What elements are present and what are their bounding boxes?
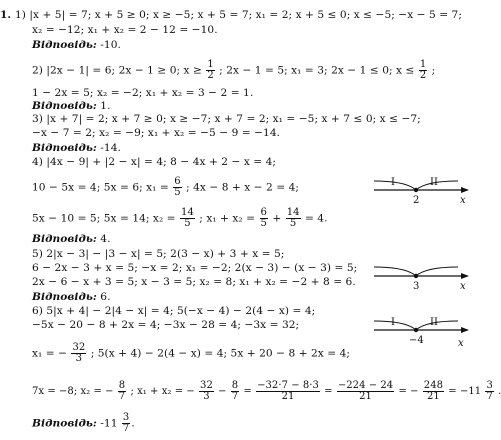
answer-6	[32, 413, 135, 434]
frac-num: 32	[200, 380, 213, 391]
line-8	[32, 177, 299, 198]
line-13: 6) 5|x + 4| − 2|4 − x| = 4; 5(−x − 4) − 2(4 − x) = 4;	[32, 305, 316, 317]
line-16-e: =	[324, 386, 333, 397]
line-8-b: ; 4x − 8 + x − 2 = 4;	[186, 181, 299, 194]
line-15-b: ; 5(x + 4) − 2(4 − x) = 4; 5x + 20 − 8 + 2x = 4;	[90, 347, 350, 360]
line-16-b: ; x₁ + x₂ = −	[130, 386, 195, 397]
answer-value: 4.	[96, 233, 111, 245]
frac-den: 5	[260, 218, 267, 229]
frac-num: 32	[72, 342, 86, 353]
line-11: 6 − 2x − 3 + x = 5; −x = 2; x₁ = −2; 2(x − 3) − (x − 3) = 5;	[32, 262, 358, 274]
line-6: −x − 7 = 2; x₂ = −9; x₁ + x₂ = −5 − 9 = −14.	[32, 127, 281, 139]
point-label: −4	[409, 335, 424, 346]
frac-num: 6	[174, 176, 181, 187]
frac-den: 21	[281, 391, 295, 402]
frac-num: −32·7 − 8·3	[257, 380, 319, 391]
fraction-14-5	[180, 208, 195, 229]
fraction-32-3-b	[199, 381, 214, 402]
frac-num: 6	[260, 207, 267, 218]
frac-den: 21	[359, 391, 372, 402]
region-label-I: I	[391, 177, 395, 188]
line-8-a: 10 − 5x = 4; 5x = 6; x₁ =	[32, 181, 169, 194]
frac-den: 7	[486, 391, 493, 402]
line-3-b: ; 2x − 1 = 5; x₁ = 3; 2x − 1 ≤ 0; x ≤	[219, 64, 415, 77]
line-2: x₂ = −12; x₁ + x₂ = 2 − 12 = −10.	[32, 24, 218, 36]
fraction-one-half-2	[419, 60, 427, 81]
fraction-one-half	[206, 60, 214, 81]
fraction-8-7	[118, 381, 126, 402]
fraction-mid	[337, 381, 394, 402]
answer-label: Відповідь:	[32, 100, 97, 112]
answer-5	[32, 291, 110, 304]
line-16-f: = −	[398, 386, 419, 397]
answer-value: 1.	[96, 100, 111, 112]
axis-label: x	[458, 338, 464, 349]
answer-value: 6.	[96, 291, 111, 303]
answer-label: Відповідь:	[32, 417, 97, 430]
frac-den: 21	[427, 391, 440, 402]
line-3	[32, 60, 435, 81]
point-label: 2	[413, 195, 420, 206]
fraction-6-5-b	[260, 208, 268, 229]
line-7: 4) |4x − 9| + |2 − x| = 4; 8 − 4x + 2 − x = 4;	[32, 156, 277, 168]
answer-2	[32, 100, 110, 113]
region-label-I: I	[391, 317, 395, 328]
answer-value: -10.	[96, 39, 121, 51]
line-1: 1) |x + 5| = 7; x + 5 ≥ 0; x ≥ −5; x + 5 = 7; x₁ = 2; x + 5 ≤ 0; x ≤ −5; −x − 5 = 7;	[15, 9, 462, 21]
line-3-c: ;	[431, 64, 436, 77]
task-number: 1.	[0, 9, 12, 21]
frac-den: 5	[174, 187, 181, 198]
frac-num: 8	[231, 380, 239, 391]
frac-den: 7	[231, 391, 239, 402]
answer-1	[32, 39, 121, 52]
line-9-b: ; x₁ + x₂ =	[199, 212, 256, 225]
fraction-6-5	[173, 177, 181, 198]
number-line-1	[372, 168, 472, 210]
line-12: 2x − 6 − x + 3 = 5; x − 3 = 5; x₂ = 8; x₁ + x₂ = −2 + 8 = 6.	[32, 276, 356, 288]
frac-den: 3	[75, 353, 83, 364]
fraction-14-5-b	[286, 208, 301, 229]
line-9-d: = 4.	[304, 212, 328, 225]
frac-den: 5	[289, 218, 297, 229]
fraction-answer-3-7	[122, 413, 130, 434]
line-16-c: −	[218, 386, 227, 397]
frac-num: 3	[486, 380, 493, 391]
line-9-a: 5x − 10 = 5; 5x = 14; x₂ =	[32, 212, 176, 225]
fraction-248-21	[423, 381, 444, 402]
frac-den: 2	[207, 70, 214, 81]
number-line-3	[372, 308, 472, 350]
line-9-c: +	[272, 212, 282, 225]
frac-den: 5	[184, 218, 191, 229]
frac-den: 2	[419, 70, 427, 81]
line-14: −5x − 20 − 8 + 2x = 4; −3x − 28 = 4; −3x = 32;	[32, 319, 300, 331]
frac-num: 1	[207, 59, 214, 70]
answer-label: Відповідь:	[32, 142, 97, 154]
fraction-32-3	[71, 343, 86, 364]
answer-label: Відповідь:	[32, 39, 97, 51]
answer-label: Відповідь:	[32, 291, 97, 303]
line-3-a: 2) |2x − 1| = 6; 2x − 1 ≥ 0; x ≥	[32, 64, 202, 77]
frac-num: 3	[122, 412, 130, 423]
line-4: 1 − 2x = 5; x₂ = −2; x₁ + x₂ = 3 − 2 = 1.	[32, 87, 254, 99]
line-15	[32, 343, 350, 364]
frac-den: 3	[203, 391, 210, 402]
region-label-II: II	[430, 317, 438, 328]
frac-num: 14	[181, 207, 194, 218]
line-10: 5) 2|x − 3| − |3 − x| = 5; 2(3 − x) + 3 + x = 5;	[32, 248, 285, 260]
frac-num: 248	[423, 380, 444, 391]
line-9	[32, 208, 328, 229]
point-label: 3	[413, 281, 420, 292]
answer-value: -11	[96, 417, 118, 430]
answer-4	[32, 233, 110, 246]
frac-den: 7	[118, 391, 126, 402]
answer-end: .	[131, 417, 135, 430]
axis-label: x	[460, 195, 466, 206]
line-16-d: =	[243, 386, 252, 397]
frac-num: −224 − 24	[337, 380, 394, 391]
fraction-8-7-b	[231, 381, 239, 402]
line-5: 3) |x + 7| = 2; x + 7 ≥ 0; x ≥ −7; x + 7 = 2; x₁ = −5; x + 7 ≤ 0; x ≤ −7;	[32, 113, 421, 125]
fraction-big	[256, 381, 320, 402]
frac-num: 8	[118, 380, 126, 391]
frac-den: 7	[122, 423, 130, 434]
frac-num: 1	[419, 59, 427, 70]
answer-label: Відповідь:	[32, 233, 97, 245]
answer-value: -14.	[96, 142, 121, 154]
axis-label: x	[460, 281, 466, 292]
line-15-a: x₁ = −	[32, 347, 68, 360]
line-16	[32, 381, 501, 402]
fraction-3-7	[485, 381, 493, 402]
frac-num: 14	[286, 207, 300, 218]
region-label-II: II	[430, 177, 438, 188]
number-line-2	[372, 254, 472, 296]
line-16-g: = −11	[448, 386, 482, 397]
line-16-a: 7x = −8; x₂ = −	[32, 386, 114, 397]
answer-3	[32, 142, 121, 155]
